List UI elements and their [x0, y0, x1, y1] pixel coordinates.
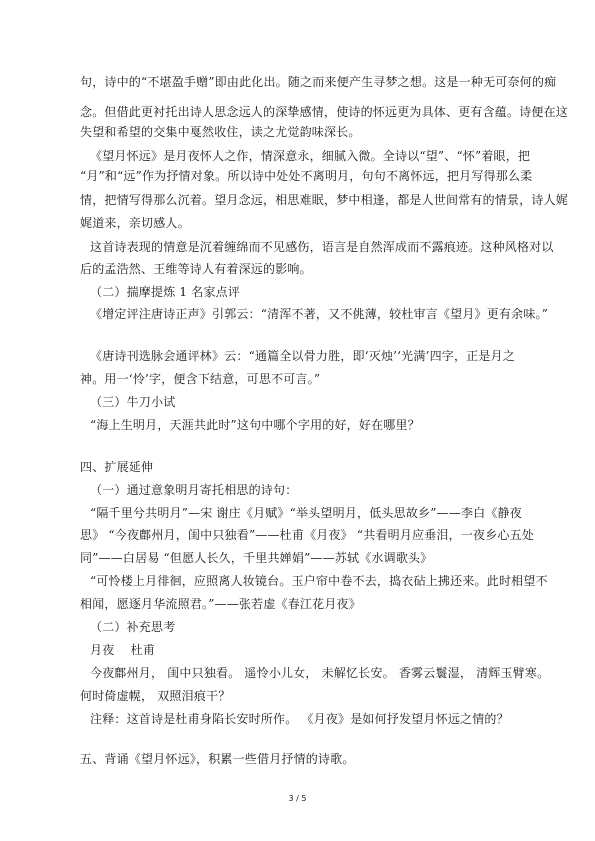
- poem-quote-line: 思》 “今夜鄜州月，闺中只独看”——杜甫《月夜》 “共看明月应垂泪，一夜乡心五处: [80, 528, 535, 542]
- body-line: 情，把情写得那么沉着。望月念远，相思难眠，梦中相逢，都是人世间常有的情景，诗人娓: [80, 193, 569, 207]
- body-line: 娓道来，亲切感人。: [80, 216, 190, 230]
- section-heading: 五、背诵《望月怀远》，积累一些借月抒情的诗歌。: [80, 752, 355, 766]
- section-heading: （二）揣摩提炼 1 名家点评: [90, 285, 241, 299]
- poem-title: 月夜 杜甫: [90, 643, 156, 657]
- body-line: 念。但借此更衬托出诗人思念远人的深挚感情，使诗的怀远更为具体、更有含蕴。诗便在这: [80, 105, 569, 119]
- poem-text-line: 何时倚虚幌， 双照泪痕干？: [80, 689, 231, 703]
- section-heading: 四、扩展延伸: [80, 460, 154, 474]
- poem-quote-line: 同”——白居易 “但愿人长久，千里共婵娟”——苏轼《水调歌头》: [80, 551, 433, 565]
- poem-quote-line: “隔千里兮共明月”—宋 谢庄《月赋》“举头望明月，低头思故乡”——李白《静夜: [90, 506, 522, 520]
- page-number: 3 / 5: [288, 794, 307, 803]
- body-line: 失望和希望的交集中戛然收住，读之尤觉韵味深长。: [80, 125, 361, 139]
- quote-line: 《增定评注唐诗正声》引郭云：“清浑不著，又不佻薄，较杜审言《望月》更有余味。”: [90, 307, 549, 321]
- section-heading: （一）通过意象明月寄托相思的诗句：: [90, 483, 298, 497]
- section-heading: （二）补充思考: [90, 620, 176, 634]
- poem-quote-line: “可怜楼上月徘徊，应照离人妆镜台。玉户帘中卷不去，捣衣砧上拂还来。此时相望不: [90, 574, 548, 588]
- body-line: 神。用一‘怜’字，便含下结意，可思不可言。”: [80, 372, 321, 386]
- body-line: 后的孟浩然、王维等诗人有着深远的影响。: [80, 262, 312, 276]
- question-line: “海上生明月，天涯共此时”这句中哪个字用的好，好在哪里？: [90, 418, 420, 432]
- quote-line: 《唐诗刊选脉会通评林》云：“通篇全以骨力胜，即‘灭烛’‘光满’四字，正是月之: [90, 349, 515, 363]
- section-heading: （三）牛刀小试: [90, 395, 176, 409]
- annotation-line: 注释：这首诗是杜甫身陷长安时所作。 《月夜》是如何抒发望月怀远之情的？: [90, 712, 509, 726]
- paragraph-start: 《望月怀远》是月夜怀人之作，情深意永，细腻入微。全诗以“望”、“怀”着眼，把: [90, 149, 531, 163]
- body-line: 句，诗中的“不堪盈手赠”即由此化出。随之而来便产生寻梦之想。这是一种无可奈何的痴: [80, 75, 557, 89]
- poem-quote-line: 相闻，愿逐月华流照君。”——张若虚《春江花月夜》: [80, 597, 361, 611]
- paragraph-start: 这首诗表现的情意是沉着缠绵而不见感伤，语言是自然浑成而不露痕迹。这种风格对以: [90, 240, 554, 254]
- body-line: “月”和“远”作为抒情对象。所以诗中处处不离明月，句句不离怀远，把月写得那么柔: [80, 169, 533, 183]
- poem-text-line: 今夜鄜州月， 闺中只独看。 遥怜小儿女， 未解忆长安。 香雾云鬟湿， 清辉玉臂寒。: [90, 666, 550, 680]
